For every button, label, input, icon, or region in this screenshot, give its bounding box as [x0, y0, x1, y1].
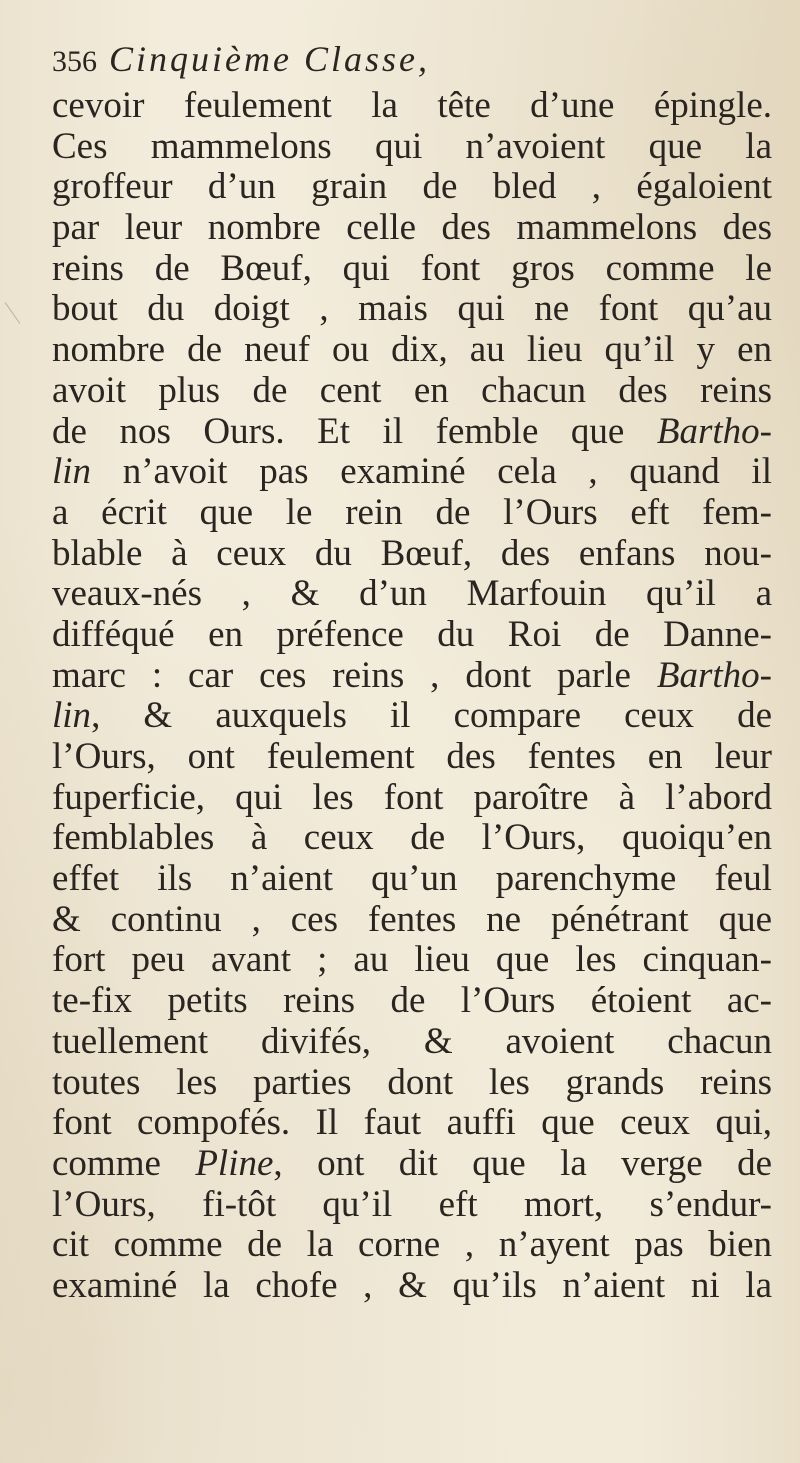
text-line: [52, 86, 772, 127]
text-segment: toutes les parties dont les grands reins: [52, 1061, 772, 1103]
text-line: [52, 249, 772, 290]
text-line: [52, 493, 772, 534]
margin-mark: [5, 302, 21, 324]
text-line: [52, 1144, 772, 1185]
text-line: [52, 1022, 772, 1063]
text-line: [52, 615, 772, 656]
text-line: [52, 1266, 772, 1307]
text-segment: Ces mammelons qui n’avoient que la: [52, 125, 772, 167]
text-line: [52, 900, 772, 941]
text-segment: blable à ceux du Bœuf, des enfans nou-: [52, 532, 772, 574]
body-text: [52, 86, 772, 1307]
text-segment: font compofés. Il faut auffi que ceux qui,: [52, 1102, 772, 1144]
text-line: [52, 940, 772, 981]
italic-name: Pline: [195, 1142, 274, 1184]
text-segment: te-fix petits reins de l’Ours étoient ac-: [52, 980, 772, 1022]
text-segment: de nos Ours. Et il femble que: [52, 410, 657, 452]
text-line: [52, 412, 772, 453]
text-line: [52, 127, 772, 168]
text-segment: difféqué en préfence du Roi de Danne-: [52, 613, 772, 655]
text-line: [52, 330, 772, 371]
text-segment: l’Ours, fi-tôt qu’il eft mort, s’endur-: [52, 1183, 772, 1225]
text-segment: veaux-nés , & d’un Marfouin qu’il a: [52, 573, 772, 615]
text-segment: fuperficie, qui les font paroître à l’abord: [52, 776, 772, 818]
text-segment: reins de Bœuf, qui font gros comme le: [52, 247, 772, 289]
text-line: [52, 656, 772, 697]
text-segment: groffeur d’un grain de bled , égaloient: [52, 166, 772, 208]
running-title: Cinquième Classe,: [109, 39, 430, 79]
italic-name: Bartho-: [656, 410, 772, 452]
italic-name: lin: [52, 451, 92, 493]
text-line: [52, 1103, 772, 1144]
text-line: [52, 818, 772, 859]
text-line: [52, 778, 772, 819]
text-line: [52, 696, 772, 737]
text-segment: fort peu avant ; au lieu que les cinquan-: [52, 939, 772, 981]
text-line: [52, 452, 772, 493]
italic-name: Bartho-: [656, 654, 772, 696]
text-segment: n’avoit pas examiné cela , quand il: [91, 451, 772, 493]
text-line: [52, 1185, 772, 1226]
text-segment: marc : car ces reins , dont parle: [52, 654, 657, 696]
page-number: 356: [52, 45, 97, 78]
text-segment: bout du doigt , mais qui ne font qu’au: [52, 288, 772, 330]
text-segment: l’Ours, ont feulement des fentes en leur: [52, 736, 772, 777]
text-line: [52, 981, 772, 1022]
text-segment: examiné la chofe , & qu’ils n’aient ni la: [52, 1264, 772, 1306]
text-line: [52, 289, 772, 330]
text-segment: cevoir feulement la tête d’une épingle.: [52, 85, 772, 126]
text-line: [52, 1225, 772, 1266]
text-segment: tuellement divifés, & avoient chacun: [52, 1020, 772, 1062]
text-line: [52, 1063, 772, 1104]
text-segment: & continu , ces fentes ne pénétrant que: [52, 898, 772, 940]
text-segment: femblables à ceux de l’Ours, quoiqu’en: [52, 817, 772, 859]
text-segment: cit comme de la corne , n’ayent pas bien: [52, 1224, 772, 1266]
text-segment: a écrit que le rein de l’Ours eft fem-: [52, 491, 772, 533]
text-segment: nombre de neuf ou dix, au lieu qu’il y en: [52, 329, 772, 371]
text-segment: par leur nombre celle des mammelons des: [52, 207, 772, 249]
text-line: [52, 859, 772, 900]
text-line: [52, 208, 772, 249]
text-segment: comme: [52, 1142, 196, 1184]
text-line: [52, 371, 772, 412]
text-line: [52, 167, 772, 208]
text-line: [52, 534, 772, 575]
text-segment: effet ils n’aient qu’un parenchyme feul: [52, 858, 772, 900]
text-segment: , ont dit que la verge de: [273, 1142, 773, 1184]
text-segment: , & auxquels il compare ceux de: [91, 695, 772, 737]
text-segment: avoit plus de cent en chacun des reins: [52, 369, 772, 411]
italic-name: lin: [52, 695, 92, 737]
text-line: [52, 737, 772, 778]
text-line: [52, 574, 772, 615]
